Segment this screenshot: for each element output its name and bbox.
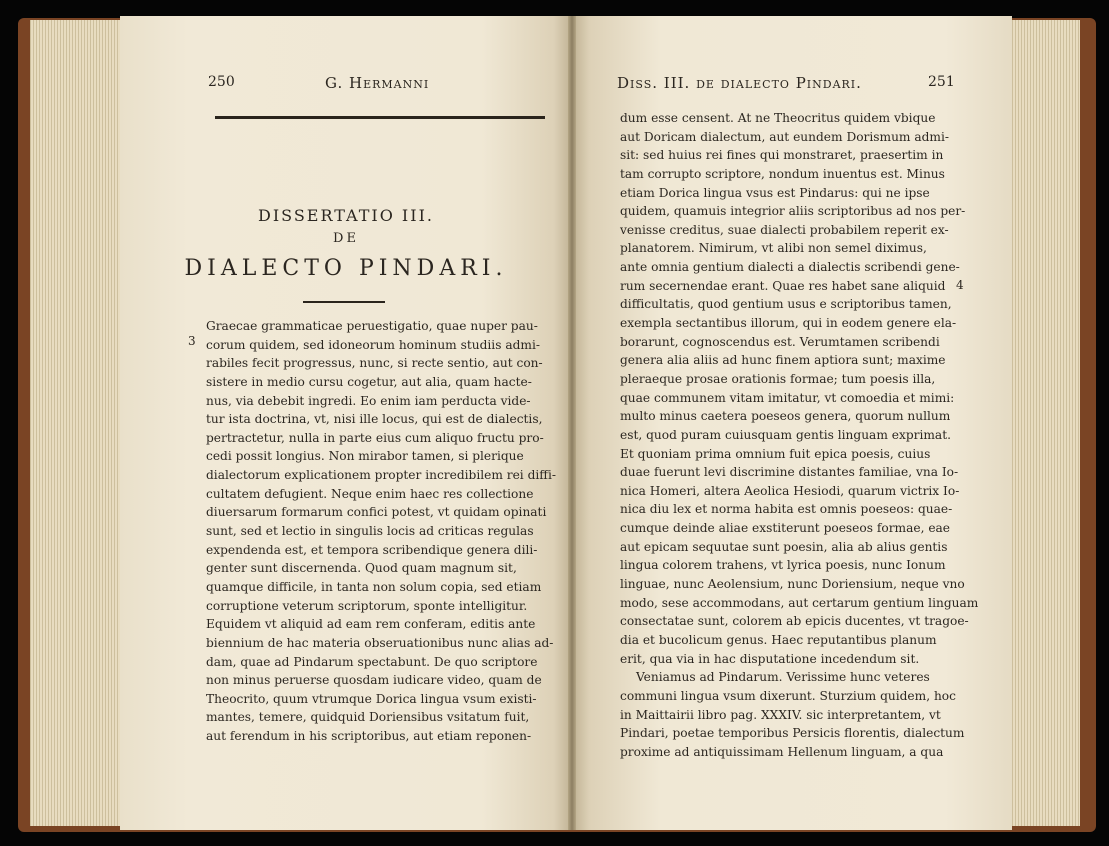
text-line: pleraeque prosae orationis formae; tum poesis illa, xyxy=(620,371,936,386)
text-line: tur ista doctrina, vt, nisi ille locus, qui est de dialectis, xyxy=(206,412,543,427)
text-line: Et quoniam prima omnium fuit epica poesis, cuius xyxy=(620,446,931,461)
dissertation-title-de: DE xyxy=(333,231,359,246)
text-line: aut Doricam dialectum, aut eundem Dorismum admi- xyxy=(620,129,950,144)
text-line: exempla sectantibus illorum, qui in eodem genere ela- xyxy=(620,316,957,331)
text-line: genera alia aliis ad hunc finem aptiora sunt; maxime xyxy=(620,353,946,368)
left-body-text xyxy=(206,317,556,746)
left-running-head: G. Hermanni xyxy=(325,74,430,92)
text-line: Equidem vt aliquid ad eam rem conferam, editis ante xyxy=(206,617,536,632)
text-line: aut ferendum in his scriptoribus, aut etiam reponen- xyxy=(206,729,532,744)
text-line: erit, qua via in hac disputatione incedendum sit. xyxy=(620,651,920,666)
text-line: Theocrito, quum vtrumque Dorica lingua vsum existi- xyxy=(206,691,537,706)
right-running-head: Diss. III. de dialecto Pindari. xyxy=(617,74,862,92)
text-line: corruptione veterum scriptorum, sponte intelligitur. xyxy=(206,598,528,613)
text-line: dialectorum explicationem propter incredibilem rei diffi- xyxy=(206,468,556,483)
title-rule xyxy=(303,301,385,303)
text-line: nica Homeri, altera Aeolica Hesiodi, quarum victrix Io- xyxy=(620,483,960,498)
text-line: rum secernendae erant. Quae res habet sane aliquid xyxy=(620,278,946,293)
right-page-edges xyxy=(1000,20,1080,826)
text-line: genter sunt discernenda. Quod quam magnum sit, xyxy=(206,561,517,576)
text-line: consectatae sunt, colorem ab epicis ducentes, vt tragoe- xyxy=(620,614,969,629)
text-line: sit: sed huius rei fines qui monstraret, praesertim in xyxy=(620,148,944,163)
text-line: planatorem. Nimirum, vt alibi non semel diximus, xyxy=(620,241,927,256)
text-line: est, quod puram cuiusquam gentis linguam exprimat. xyxy=(620,427,951,442)
text-line: borarunt, cognoscendus est. Verumtamen scribendi xyxy=(620,334,940,349)
text-line: etiam Dorica lingua vsus est Pindarus: qui ne ipse xyxy=(620,185,930,200)
text-line: pertractetur, nulla in parte eius cum aliquo fructu pro- xyxy=(206,430,544,445)
text-line: in Maittairii libro pag. XXXIV. sic interpretantem, vt xyxy=(620,707,941,722)
text-line: quidem, quamuis integrior aliis scriptoribus ad nos per- xyxy=(620,204,966,219)
text-line: multo minus caetera poeseos genera, quorum nullum xyxy=(620,409,951,424)
text-line: quamque difficile, in tanta non solum copia, sed etiam xyxy=(206,579,542,594)
left-margin-number: 3 xyxy=(188,334,196,348)
text-line: difficultatis, quod gentium usus e scriptoribus tamen, xyxy=(620,297,952,312)
text-line: sunt, sed et lectio in singulis locis ad criticas regulas xyxy=(206,524,534,539)
text-line: modo, sese accommodans, aut certarum gentium linguam xyxy=(620,595,979,610)
right-page-number: 251 xyxy=(928,74,955,90)
text-line: ante omnia gentium dialecti a dialectis scribendi gene- xyxy=(620,260,960,275)
left-page-number: 250 xyxy=(208,74,235,90)
text-line: sistere in medio cursu cogetur, aut alia, quam hacte- xyxy=(206,374,532,389)
text-line: corum quidem, sed idoneorum hominum studiis admi- xyxy=(206,337,540,352)
text-line: communi lingua vsum dixerunt. Sturzium quidem, hoc xyxy=(620,688,956,703)
text-line: proxime ad antiquissimam Hellenum linguam, a qua xyxy=(620,744,944,759)
text-line: tam corrupto scriptore, nondum inuentus est. Minus xyxy=(620,166,945,181)
dissertation-title: DISSERTATIO III. xyxy=(258,206,434,225)
text-line: quae communem vitam imitatur, vt comoedia et mimi: xyxy=(620,390,955,405)
right-margin-number: 4 xyxy=(956,278,964,292)
book-gutter xyxy=(568,16,576,830)
text-line: dum esse censent. At ne Theocritus quidem vbique xyxy=(620,111,936,125)
text-line: expendenda est, et tempora scribendique genera dili- xyxy=(206,542,538,557)
text-line: cumque deinde aliae exstiterunt poeseos formae, eae xyxy=(620,521,951,536)
text-line: cedi possit longius. Non mirabor tamen, si plerique xyxy=(206,449,524,464)
right-body-text xyxy=(620,109,979,761)
left-page-edges xyxy=(30,20,126,826)
text-line: duae fuerunt levi discrimine distantes familiae, vna Io- xyxy=(620,465,959,480)
header-rule xyxy=(215,116,545,119)
text-line: diuersarum formarum confici potest, vt quidam opinati xyxy=(206,505,547,520)
text-line: lingua colorem trahens, vt lyrica poesis, nunc Ionum xyxy=(620,558,946,573)
text-line: non minus peruerse quosdam iudicare video, quam de xyxy=(206,673,542,688)
text-line: dia et bucolicum genus. Haec reputantibus planum xyxy=(620,632,937,647)
text-line: venisse creditus, suae dialecti probabilem reperit ex- xyxy=(620,222,949,237)
text-line: nica diu lex et norma habita est omnis poeseos: quae- xyxy=(620,502,953,517)
text-line: dam, quae ad Pindarum spectabunt. De quo scriptore xyxy=(206,654,538,669)
text-line: aut epicam sequutae sunt poesin, alia ab alius gentis xyxy=(620,539,948,554)
text-line: mantes, temere, quidquid Doriensibus vsitatum fuit, xyxy=(206,710,530,725)
text-line: cultatem defugient. Neque enim haec res collectione xyxy=(206,486,534,501)
text-line: Veniamus ad Pindarum. Verissime hunc veteres xyxy=(636,670,930,685)
text-line: linguae, nunc Aeolensium, nunc Doriensium, neque vno xyxy=(620,577,965,592)
text-line: nus, via debebit ingredi. Eo enim iam perducta vide- xyxy=(206,393,531,408)
text-line: rabiles fecit progressus, nunc, si recte sentio, aut con- xyxy=(206,356,543,371)
dissertation-subtitle: DIALECTO PINDARI. xyxy=(184,256,508,281)
right-page xyxy=(572,16,1012,830)
left-page xyxy=(120,16,572,830)
text-line: Graecae grammaticae peruestigatio, quae nuper pau- xyxy=(206,319,538,333)
text-line: biennium de hac materia obseruationibus nunc alias ad- xyxy=(206,635,554,650)
text-line: Pindari, poetae temporibus Persicis florentis, dialectum xyxy=(620,726,965,741)
